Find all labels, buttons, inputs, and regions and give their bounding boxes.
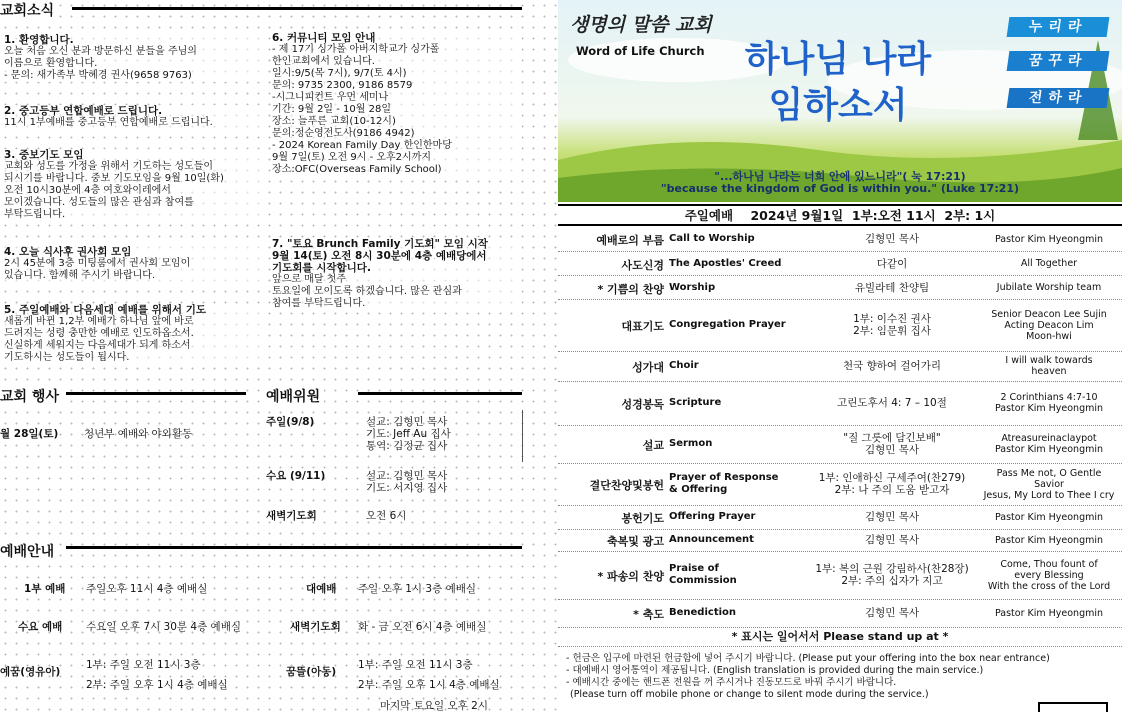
- service-value: 주일오후 11시 4층 예배실: [86, 583, 208, 595]
- row-divider: [558, 599, 1122, 600]
- order-korean: * 기쁨의 찬양: [597, 282, 664, 296]
- order-leader-korean: 김형민 목사: [864, 534, 920, 546]
- divider: [558, 646, 1122, 647]
- verse-korean: "...하나님 나라는 너희 안에 있느니라"( 눅 17:21): [714, 170, 966, 183]
- order-leader-korean: 김형민 목사: [864, 233, 920, 245]
- bottom-box: [1038, 702, 1108, 712]
- order-leader-english: Pass Me not, O Gentle Savior Jesus, My Lord to Thee I cry: [983, 467, 1115, 501]
- service-label: 예꿈(영유아): [0, 666, 61, 678]
- staff-label: 수요 (9/11): [266, 470, 326, 482]
- order-leader-korean: 유빌라테 찬양팀: [854, 281, 930, 294]
- order-leader-english: Atreasureinaclaypot Pastor Kim Hyeongmin: [994, 433, 1104, 455]
- row-divider: [558, 275, 1122, 276]
- staff-label: 주일(9/8): [266, 416, 315, 428]
- badge-2: 꿈꾸라: [1007, 51, 1110, 71]
- event-desc: 청년부 예배와 야외활동: [84, 428, 193, 440]
- news-item: 1. 환영합니다. 오늘 처음 오신 분과 방문하신 분들을 주님의 이름으로 환영합니다. - 문의: 새가족부 박혜경 권사(9658 9763): [4, 34, 264, 82]
- row-divider: [558, 463, 1122, 464]
- order-leader-korean: 고린도후서 4: 7 – 10절: [837, 397, 947, 409]
- events-rule: [66, 392, 246, 395]
- badge-3: 전하라: [1007, 88, 1110, 108]
- service-header: 주일예배 2024년 9월1일 1부:오전 11시 2부: 1시: [558, 204, 1122, 226]
- order-english: Announcement: [669, 534, 754, 545]
- staff-label: 새벽기도회: [266, 510, 317, 522]
- order-leader-english: Pastor Kim Hyeongmin: [994, 233, 1104, 245]
- order-english: Scripture: [669, 397, 722, 408]
- hero-title-2: 임하소서: [768, 85, 908, 126]
- row-divider: [558, 381, 1122, 382]
- service-value: 1부: 주일 오전 11시 3층 2부: 주일 오후 1시 4층 예배실: [86, 659, 228, 691]
- services-heading: 예배안내: [0, 541, 58, 561]
- order-english: Benediction: [669, 607, 737, 618]
- order-leader-english: Come, Thou fount of every Blessing With the cross of the Lord: [987, 558, 1111, 592]
- service-value: 수요일 오후 7시 30분 4층 예배실: [86, 621, 241, 633]
- row-divider: [558, 505, 1122, 506]
- event-date: 월 28일(토): [0, 428, 59, 440]
- order-korean: 대표기도: [621, 320, 664, 333]
- order-english: Choir: [669, 360, 699, 371]
- order-leader-korean: 김형민 목사: [864, 607, 920, 619]
- service-label: 1부 예배: [24, 583, 66, 595]
- events-heading: 교회 행사: [0, 386, 63, 406]
- row-divider: [558, 351, 1122, 352]
- order-leader-english: I will walk towards heaven: [1005, 355, 1093, 377]
- order-korean: 성경봉독: [621, 398, 664, 411]
- service-label: 대예배: [306, 583, 337, 595]
- order-leader-korean: "질 그릇에 담긴보배" 김형민 목사: [843, 432, 941, 456]
- order-leader-english: Senior Deacon Lee Sujin Acting Deacon Lim Moon-hwi: [991, 308, 1107, 342]
- verse-english: "because the kingdom of God is within you." (Luke 17:21): [660, 182, 1020, 195]
- order-english: The Apostles' Creed: [669, 257, 782, 269]
- row-divider: [558, 299, 1122, 300]
- news-heading: 교회소식: [0, 0, 58, 20]
- news-item: 3. 중보기도 모임 교회와 성도를 가정을 위해서 기도하는 성도들이 되시기를 바랍니다. 중보 기도모임을 9월 10일(화) 오전 10시30분에 4층 여호와이레에서 모이겠습니다. 성도들의 많은 관심과 참여를 부탁드립니다.: [4, 149, 264, 221]
- footnote: - 예배시간 중에는 핸드폰 전원을 꺼 주시거나 진동모드로 바꿔 주시기 바랍니다.: [566, 677, 897, 688]
- order-korean: 결단찬양및봉헌: [589, 479, 664, 492]
- news-item: 7. "토요 Brunch Family 기도회" 모임 시작 9월 14(토) 오전 8시 30분에 4층 예배당에서 기도회를 시작합니다. 앞으로 매달 첫주 토요일에 모이도록 하겠습니다. 많은 관심과 참여를 부탁드립니다.: [272, 238, 522, 310]
- order-korean: 성가대: [632, 361, 664, 374]
- service-extra: 마지막 토요일 오후 2시: [380, 700, 488, 712]
- order-leader-korean: 1부: 이수진 권사 2부: 임문휘 집사: [853, 313, 931, 337]
- stand-note: * 표시는 일어서서 Please stand up at *: [731, 630, 949, 643]
- order-english: Worship: [669, 281, 716, 293]
- staff-heading: 예배위원: [266, 386, 324, 406]
- service-value: 화 - 금 오전 6시 4층 예배실: [358, 621, 487, 633]
- row-divider: [558, 425, 1122, 426]
- news-item: 6. 커뮤니티 모임 안내 - 제 17기 싱가폴 아버지학교가 싱가폴 한인교회에서 있습니다. 일시:9/5(목 7시), 9/7(토 4시) 문의: 9735 2300, 9186 8579 -시그니피컨트 우먼 세미나 기간: 9월 2일 - 10월 28일 장소: 늘푸른 교회(10-12시) 문의:정순영전도사(9186 4942) - 2024 Korean Family Day 한인한마당 9월 7일(토) 오전 9시 - 오후2시까지 장소:OFC(Overseas Family School): [272, 32, 522, 176]
- order-english: Praise of Commission: [669, 563, 737, 586]
- row-divider: [558, 529, 1122, 530]
- service-label: 수요 예배: [18, 621, 63, 633]
- staff-value: 설교: 김형민 목사 기도: Jeff Au 집사 통역: 김정균 집사: [366, 416, 451, 452]
- footnote: - 대예배시 영어통역이 제공됩니다. (English translation is provided during the main service.): [566, 665, 984, 676]
- footnote: - 헌금은 입구에 마련된 헌금함에 넣어 주시기 바랍니다. (Please put your offering into the box near entrance): [566, 653, 1050, 664]
- order-leader-korean: 1부: 복의 근원 강림하사(찬28장) 2부: 주의 십자가 지고: [815, 563, 969, 587]
- order-korean: 사도신경: [621, 258, 664, 272]
- logo-korean: 생명의 말씀 교회: [570, 14, 712, 36]
- order-leader-korean: 천국 향하여 걸어가리: [843, 360, 941, 372]
- order-leader-english: All Together: [1020, 258, 1078, 269]
- order-leader-english: 2 Corinthians 4:7-10 Pastor Kim Hyeongmin: [994, 392, 1104, 414]
- order-english: Offering Prayer: [669, 511, 756, 522]
- order-leader-english: Pastor Kim Hyeongmin: [994, 511, 1104, 523]
- row-divider: [558, 551, 1122, 552]
- order-english: Sermon: [669, 438, 713, 449]
- order-leader-english: Pastor Kim Hyeongmin: [994, 534, 1104, 546]
- order-korean: 예배로의 부름: [596, 234, 664, 247]
- order-korean: 봉헌기도: [621, 512, 664, 525]
- staff-value: 오전 6시: [366, 510, 407, 522]
- services-rule: [66, 546, 522, 549]
- news-item: 5. 주일예배와 다음세대 예배를 위해서 기도 새롭게 바뀐 1,2부 예배가 하나님 앞에 바로 드려지는 성령 충만한 예배로 인도하옵소서. 신실하게 세워지는 다음세대가 되게 하소서 기도하시는 성도들이 됩시다.: [4, 304, 264, 364]
- service-value: 1부: 주일 오전 11시 3층 2부: 주일 오후 1시 4층 예배실: [358, 659, 500, 691]
- row-divider: [558, 251, 1122, 252]
- order-korean: 축복및 광고: [607, 535, 664, 548]
- order-korean: * 축도: [633, 608, 664, 621]
- badge-1: 누리라: [1007, 17, 1110, 37]
- staff-rule: [358, 392, 522, 395]
- news-item: 2. 중고등부 연합예배로 드립니다. 11시 1부예배를 중고등부 연합예배로 드립니다.: [4, 105, 264, 129]
- footnote: (Please turn off mobile phone or change to silent mode during the service.): [570, 689, 929, 700]
- hero-title-1: 하나님 나라: [744, 39, 932, 80]
- left-panel: [0, 0, 558, 712]
- service-value: 주일 오후 1시 3층 예배실: [358, 583, 476, 595]
- order-korean: * 파송의 찬양: [597, 570, 664, 583]
- order-leader-korean: 다같이: [876, 257, 908, 270]
- order-english: Call to Worship: [669, 233, 755, 244]
- order-english: Prayer of Response & Offering: [669, 472, 779, 495]
- order-leader-english: Jubilate Worship team: [996, 282, 1102, 293]
- order-leader-korean: 1부: 인애하신 구세주여(찬279) 2부: 나 주의 도움 받고자: [818, 472, 966, 496]
- news-item: 4. 오늘 식사후 권사회 모임 2시 45분에 3층 미팅룸에서 권사회 모임이 있습니다. 함께해 주시기 바랍니다.: [4, 246, 264, 282]
- order-english: Congregation Prayer: [669, 319, 786, 330]
- right-panel: [558, 0, 1122, 712]
- staff-value: 설교: 김형민 목사 기도: 서지영 집사: [366, 470, 448, 494]
- hero-banner: [558, 0, 1122, 202]
- logo-english: Word of Life Church: [576, 44, 705, 58]
- order-leader-english: Pastor Kim Hyeongmin: [994, 607, 1104, 619]
- news-rule: [72, 7, 522, 10]
- service-label: 꿈뜰(아동): [286, 666, 337, 678]
- service-label: 새벽기도회: [290, 621, 341, 633]
- order-leader-korean: 김형민 목사: [864, 511, 920, 523]
- order-korean: 설교: [642, 439, 664, 452]
